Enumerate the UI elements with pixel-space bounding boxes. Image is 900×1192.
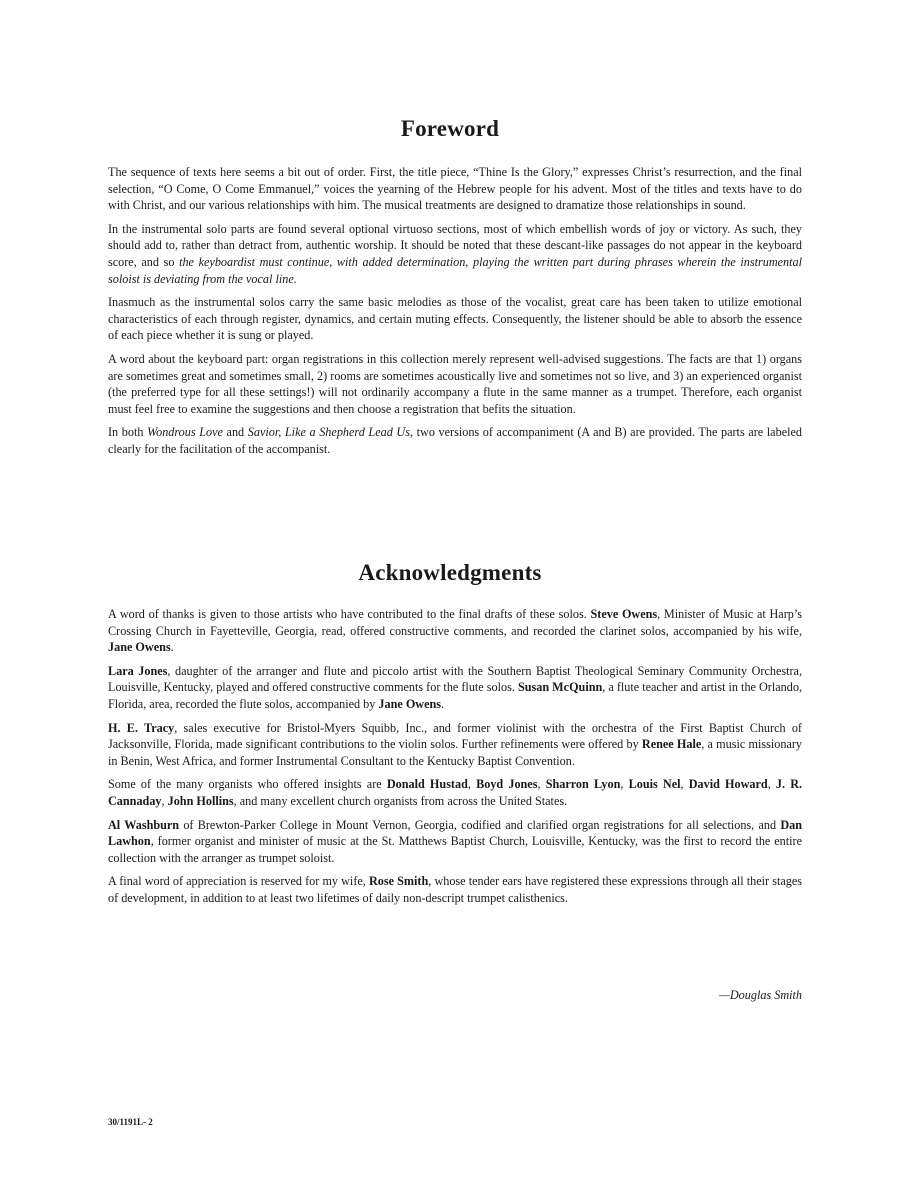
acknowledgments-paragraph-1: A word of thanks is given to those artists who have contributed to the final drafts of these solos. Steve Owens, Minister of Music at Harp’s Crossing Church in Fayetteville, Georgia, read, offered constructive comments, and recorded the clarinet solos, accompanied by his wife, Jane Owens. xyxy=(108,607,802,655)
acknowledgments-heading: Acknowledgments xyxy=(358,560,542,585)
person-name: Steve Owens xyxy=(590,607,658,621)
foreword-paragraph-3: Inasmuch as the instrumental solos carry the same basic melodies as those of the vocalist, great care has been taken to utilize emotional characteristics of each through register, dynamics, and certain muting effects. Consequently, the listener should be able to absorb the essence of each piece whether it is sung or played. xyxy=(108,295,802,343)
acknowledgments-paragraph-4: Some of the many organists who offered insights are Donald Hustad, Boyd Jones, Sharron Lyon, Louis Nel, David Howard, J. R. Cannaday, John Hollins, and many excellent church organists from across the United States. xyxy=(108,777,803,808)
signature: —Douglas Smith xyxy=(719,988,802,1002)
person-name: Louis Nel xyxy=(628,777,681,792)
song-title: Savior, Like a Shepherd Lead Us xyxy=(247,425,410,440)
person-name: Jane Owens xyxy=(108,640,171,655)
person-name: Renee Hale xyxy=(641,737,702,752)
foreword-paragraph-4: A word about the keyboard part: organ registrations in this collection merely represent well-advised suggestions. The facts are that 1) organs are sometimes great and sometimes small, 2) rooms are sometimes acoustically live and sometimes not so live, and 3) an experienced organist (the preferred type for all these settings!) will not ordinarily accompany a flute in the same manner as a trumpet. Therefore, each organist must feel free to examine the suggestions and then choose a registration that befits the situation. xyxy=(108,351,802,416)
acknowledgments-section xyxy=(108,606,802,914)
song-title: Wondrous Love xyxy=(147,425,223,440)
foreword-paragraph-2: In the instrumental solo parts are found several optional virtuoso sections, most of which embellish words of joy or victory. As such, they should add to, rather than detract from, authentic worship. It should be noted that these descant-like passages do not appear in the keyboard score, and so the keyboardist must continue, with added determination, playing the written part during phrases wherein the instrumental soloist is deviating from the vocal line. xyxy=(108,221,802,286)
person-name: David Howard xyxy=(688,777,768,792)
person-name: Jane Owens xyxy=(378,696,442,711)
page-code: 30/1191L- 2 xyxy=(108,1117,153,1127)
person-name: Susan McQuinn xyxy=(517,680,603,695)
person-name: John Hollins xyxy=(167,793,234,808)
foreword-paragraph-1: The sequence of texts here seems a bit out of order. First, the title piece, “Thine Is the Glory,” expresses Christ’s resurrection, and the final selection, “O Come, O Come Emmanuel,” voices the yearning of the Hebrew people for his advent. Most of the titles and texts have to do with Christ, and our various relationships with him. The musical treatments are designed to dramatize those relationships in sound. xyxy=(108,165,802,213)
person-name: Boyd Jones xyxy=(476,777,538,792)
person-name: J. R. Cannaday xyxy=(108,777,803,808)
person-name: Donald Hustad xyxy=(386,777,468,792)
acknowledgments-paragraph-6: A final word of appreciation is reserved for my wife, Rose Smith, whose tender ears have registered these expressions through all their stages of development, in addition to at least two lifetimes of daily non-descript trumpet calisthenics. xyxy=(108,874,802,905)
acknowledgments-paragraph-5: Al Washburn of Brewton-Parker College in Mount Vernon, Georgia, codified and clarified organ registrations for all selections, and Dan Lawhon, former organist and minister of music at the St. Matthews Baptist Church, Louisville, Kentucky, was the first to record the entire collection with the arranger as trumpet soloist. xyxy=(108,817,802,865)
person-name: Rose Smith xyxy=(368,874,429,889)
person-name: Lara Jones xyxy=(108,663,168,678)
foreword-section xyxy=(108,164,802,465)
person-name: H. E. Tracy xyxy=(108,720,175,735)
keyboardist-note: the keyboardist must continue, with added determination, playing the written part during phrases wherein the instrumental soloist is deviating from the vocal line. xyxy=(108,254,802,286)
foreword-paragraph-5: In both Wondrous Love and Savior, Like a Shepherd Lead Us, two versions of accompaniment (A and B) are provided. The parts are labeled clearly for the facilitation of the accompanist. xyxy=(108,425,802,456)
person-name: Al Washburn xyxy=(108,817,180,832)
acknowledgments-paragraph-3: H. E. Tracy, sales executive for Bristol-Myers Squibb, Inc., and former violinist with the orchestra of the First Baptist Church of Jacksonville, Florida, made significant contributions to the violin solos. Further refinements were offered by Renee Hale, a music missionary in Benin, West Africa, and former Instrumental Consultant to the Kentucky Baptist Convention. xyxy=(108,720,803,768)
foreword-heading: Foreword xyxy=(400,116,500,141)
acknowledgments-paragraph-2: Lara Jones, daughter of the arranger and flute and piccolo artist with the Southern Baptist Theological Seminary Community Orchestra, Louisville, Kentucky, played and offered constructive comments for the flute solos. Susan McQuinn, a flute teacher and artist in the Orlando, Florida, area, recorded the flute solos, accompanied by Jane Owens. xyxy=(108,663,803,711)
person-name: Dan Lawhon xyxy=(108,817,802,849)
person-name: Sharron Lyon xyxy=(545,777,621,792)
